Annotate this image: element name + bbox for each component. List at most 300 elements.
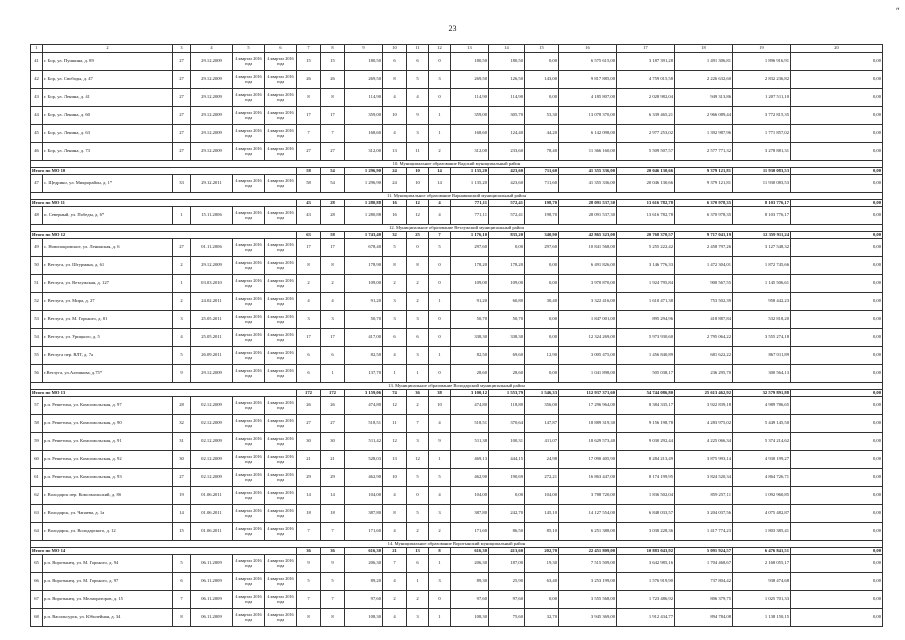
value-c9: 511,42 <box>345 433 383 451</box>
value-c15: 0,00 <box>525 365 559 383</box>
date-cell: 29.12.2009 <box>191 257 233 275</box>
value-c10: 12 <box>383 433 407 451</box>
row-number: 49 <box>31 239 43 257</box>
column-number-cell: 12 <box>429 45 451 53</box>
value-c7: 2 <box>297 275 321 293</box>
table-row <box>31 107 883 125</box>
value-c20: 0,00 <box>791 555 883 573</box>
table-row <box>31 397 883 415</box>
address-cell: р.п. Воротынец, ул. М. Горького, д. 97 <box>43 573 173 591</box>
value-c17: 6 848 033,57 <box>617 505 675 523</box>
value-c17: 3 642 985,16 <box>617 555 675 573</box>
value-c10: 4 <box>383 609 407 627</box>
value-c7: 5 <box>297 573 321 591</box>
doc-number-cell: 27 <box>173 469 191 487</box>
value-c13: 269,50 <box>451 71 489 89</box>
value-c16: 6 491 826,00 <box>559 257 617 275</box>
value-c12: 9 <box>429 433 451 451</box>
value-c19: 5 449 145,50 <box>733 415 791 433</box>
table-body <box>31 45 883 627</box>
value-c8: 26 <box>321 397 345 415</box>
column-number-cell: 7 <box>297 45 321 53</box>
address-cell: г. Бор, ул. Пушкина, д. 89 <box>43 53 173 71</box>
value-c9: 387,80 <box>345 505 383 523</box>
subtotal-value-c10: 74 <box>383 390 407 397</box>
value-c18: 3 875 993,14 <box>675 451 733 469</box>
subtotal-value-c11: 25 <box>407 232 429 239</box>
value-c7: 6 <box>297 365 321 383</box>
subtotal-value-c15: 340,90 <box>525 232 559 239</box>
doc-number-cell: 8 <box>173 609 191 627</box>
value-c20: 0,00 <box>791 329 883 347</box>
value-c19: 532 818,20 <box>733 311 791 329</box>
value-c14: 114,90 <box>489 89 525 107</box>
value-c11: 3 <box>407 311 429 329</box>
value-c19: 1 771 857,02 <box>733 125 791 143</box>
value-c13: 462,90 <box>451 469 489 487</box>
value-c18: 894 784,08 <box>675 609 733 627</box>
planned-start-cell: 4 квартал 2016 года <box>233 505 265 523</box>
address-cell: г.Ветлуга, ул.Алешкова, д.75* <box>43 365 173 383</box>
value-c10: 10 <box>383 107 407 125</box>
value-c16: 3 005 475,00 <box>559 347 617 365</box>
subtotal-value-c8: 36 <box>321 548 345 555</box>
value-c7: 4 <box>297 293 321 311</box>
value-c15: 711,60 <box>525 175 559 193</box>
date-cell: 06.11.2009 <box>191 555 233 573</box>
subtotal-label: Итого по МО 12 <box>31 232 297 239</box>
value-c7: 7 <box>297 591 321 609</box>
planned-end-cell: 4 квартал 2016 года <box>265 555 297 573</box>
row-number: 46 <box>31 143 43 161</box>
value-c18: 900 567,55 <box>675 275 733 293</box>
subtotal-value-c17: 10 883 043,92 <box>617 548 675 555</box>
value-c11: 2 <box>407 275 429 293</box>
address-cell: г. Володарск пер. Комсомольский, д. 8б <box>43 487 173 505</box>
value-c16: 18 629 573,40 <box>559 433 617 451</box>
value-c18: 859 257,11 <box>675 487 733 505</box>
value-c18: 2 577 771,32 <box>675 143 733 161</box>
date-cell: 25.05.2011 <box>191 329 233 347</box>
value-c19: 1 872 745,66 <box>733 257 791 275</box>
subtotal-value-c15: 711,60 <box>525 168 559 175</box>
value-c9: 359,00 <box>345 107 383 125</box>
value-c10: 4 <box>383 573 407 591</box>
value-c13: 171,60 <box>451 523 489 541</box>
value-c14: 423,60 <box>489 175 525 193</box>
doc-number-cell: 27 <box>173 53 191 71</box>
value-c13: 104,00 <box>451 487 489 505</box>
value-c14: 97,60 <box>489 591 525 609</box>
row-number: 56 <box>31 365 43 383</box>
value-c7: 8 <box>297 609 321 627</box>
value-c17: 13 616 782,78 <box>617 207 675 225</box>
value-c15: 0,00 <box>525 591 559 609</box>
value-c9: 1 280,88 <box>345 207 383 225</box>
address-cell: р.п. Решетиха, ул. Комсомольская, д. 92 <box>43 451 173 469</box>
value-c15: 0,00 <box>525 89 559 107</box>
value-c18: 1 392 987,96 <box>675 125 733 143</box>
value-c19: 958 442,23 <box>733 293 791 311</box>
subtotal-value-c12: 4 <box>429 200 451 207</box>
value-c20: 0,00 <box>791 451 883 469</box>
subtotal-value-c20: 0,00 <box>791 168 883 175</box>
value-c15: 297,60 <box>525 239 559 257</box>
value-c11: 12 <box>407 451 429 469</box>
value-c8: 28 <box>321 207 345 225</box>
value-c18: 737 804,42 <box>675 573 733 591</box>
subtotal-value-c14: 413,60 <box>489 548 525 555</box>
table-row <box>31 365 883 383</box>
address-cell: г. Бор, ул. Ленина, д. 73 <box>43 143 173 161</box>
value-c13: 297,60 <box>451 239 489 257</box>
table-row <box>31 469 883 487</box>
doc-number-cell: 28 <box>173 397 191 415</box>
value-c12: 0 <box>429 89 451 107</box>
doc-number-cell: 5 <box>173 347 191 365</box>
value-c12: 1 <box>429 125 451 143</box>
table-row <box>31 293 883 311</box>
value-c8: 17 <box>321 239 345 257</box>
row-number: 53 <box>31 311 43 329</box>
subtotal-value-c19: 6 476 841,51 <box>733 548 791 555</box>
planned-start-cell: 4 квартал 2016 года <box>233 239 265 257</box>
value-c7: 15 <box>297 53 321 71</box>
value-c19: 2 832 236,82 <box>733 71 791 89</box>
value-c16: 12 324 269,00 <box>559 329 617 347</box>
value-c11: 1 <box>407 365 429 383</box>
subtotal-row <box>31 232 883 239</box>
value-c16: 11 366 160,00 <box>559 143 617 161</box>
subtotal-row <box>31 200 883 207</box>
value-c14: 75,60 <box>489 609 525 627</box>
value-c19: 1 092 960,85 <box>733 487 791 505</box>
value-c18: 4 225 066,34 <box>675 433 733 451</box>
subtotal-value-c20: 0,00 <box>791 200 883 207</box>
value-c10: 10 <box>383 469 407 487</box>
value-c15: 104,00 <box>525 487 559 505</box>
value-c16: 3 970 870,00 <box>559 275 617 293</box>
value-c8: 27 <box>321 143 345 161</box>
subtotal-value-c7: 58 <box>297 168 321 175</box>
subtotal-value-c7: 172 <box>297 390 321 397</box>
subtotal-value-c14: 423,60 <box>489 168 525 175</box>
table-row <box>31 487 883 505</box>
value-c20: 0,00 <box>791 487 883 505</box>
value-c17: 3 030 228,36 <box>617 523 675 541</box>
value-c11: 5 <box>407 71 429 89</box>
value-c8: 29 <box>321 469 345 487</box>
value-c17: 1 576 919,90 <box>617 573 675 591</box>
row-number: 67 <box>31 591 43 609</box>
subtotal-value-c18: 25 613 462,92 <box>675 390 733 397</box>
value-c7: 14 <box>297 487 321 505</box>
value-c13: 518,51 <box>451 415 489 433</box>
table-row <box>31 555 883 573</box>
date-cell: 01.06.2011 <box>191 505 233 523</box>
subtotal-value-c13: 771,11 <box>451 200 489 207</box>
value-c14: 305,70 <box>489 107 525 125</box>
value-c20: 0,00 <box>791 523 883 541</box>
value-c11: 12 <box>407 207 429 225</box>
value-c13: 206,30 <box>451 555 489 573</box>
planned-end-cell: 4 квартал 2016 года <box>265 505 297 523</box>
value-c11: 3 <box>407 609 429 627</box>
value-c7: 30 <box>297 433 321 451</box>
value-c16: 1 847 001,00 <box>559 311 617 329</box>
doc-number-cell: 4 <box>173 329 191 347</box>
doc-number-cell: 3 <box>173 311 191 329</box>
value-c8: 8 <box>321 257 345 275</box>
table-row <box>31 523 883 541</box>
planned-end-cell: 4 квартал 2016 года <box>265 207 297 225</box>
subtotal-value-c19: 12 359 911,24 <box>733 232 791 239</box>
value-c8: 5 <box>321 573 345 591</box>
address-cell: г. Бор, ул. Ленина, д. 60 <box>43 107 173 125</box>
column-number-cell: 17 <box>617 45 675 53</box>
value-c12: 0 <box>429 53 451 71</box>
value-c16: 13 078 370,00 <box>559 107 617 125</box>
date-cell: 01.06.2011 <box>191 487 233 505</box>
value-c9: 137,70 <box>345 365 383 383</box>
doc-number-cell: 33 <box>173 175 191 193</box>
planned-start-cell: 4 квартал 2016 года <box>233 107 265 125</box>
value-c14: 187,00 <box>489 555 525 573</box>
address-cell: г. Бор, ул. Ленина, д. 41 <box>43 89 173 107</box>
value-c13: 180,50 <box>451 53 489 71</box>
value-c8: 8 <box>321 609 345 627</box>
value-c7: 8 <box>297 89 321 107</box>
table-row <box>31 175 883 193</box>
address-cell: с. Новопокровское, ул. Ленинская, д. 6 <box>43 239 173 257</box>
value-c11: 5 <box>407 469 429 487</box>
row-number: 57 <box>31 397 43 415</box>
planned-end-cell: 4 квартал 2016 года <box>265 609 297 627</box>
planned-start-cell: 4 квартал 2016 года <box>233 573 265 591</box>
value-c15: 12,90 <box>525 347 559 365</box>
date-cell: 29.12.2009 <box>191 365 233 383</box>
planned-start-cell: 4 квартал 2016 года <box>233 207 265 225</box>
value-c12: 0 <box>429 311 451 329</box>
column-number-header-row <box>31 45 883 53</box>
value-c20: 0,00 <box>791 107 883 125</box>
subtotal-value-c17: 13 616 782,78 <box>617 200 675 207</box>
value-c16: 9 817 885,00 <box>559 71 617 89</box>
value-c18: 1 472 304,01 <box>675 257 733 275</box>
subtotal-value-c17: 54 744 086,80 <box>617 390 675 397</box>
subtotal-value-c12: 14 <box>429 168 451 175</box>
column-number-cell: 15 <box>525 45 559 53</box>
value-c13: 28,60 <box>451 365 489 383</box>
value-c17: 1 912 434,77 <box>617 609 675 627</box>
subtotal-value-c13: 616,30 <box>451 548 489 555</box>
date-cell: 01.06.2011 <box>191 523 233 541</box>
value-c10: 6 <box>383 53 407 71</box>
subtotal-value-c13: 3 100,12 <box>451 390 489 397</box>
value-c12: 3 <box>429 573 451 591</box>
value-c7: 18 <box>297 505 321 523</box>
value-c11: 6 <box>407 53 429 71</box>
table-row <box>31 71 883 89</box>
value-c18: 418 887,84 <box>675 311 733 329</box>
planned-end-cell: 4 квартал 2016 года <box>265 365 297 383</box>
value-c14: 242,70 <box>489 505 525 523</box>
value-c19: 938 474,68 <box>733 573 791 591</box>
value-c12: 4 <box>429 207 451 225</box>
address-cell: г. Ветлуга, ул. Штурмана, д. 61 <box>43 257 173 275</box>
value-c8: 7 <box>321 523 345 541</box>
row-number: 65 <box>31 555 43 573</box>
value-c16: 4 185 807,00 <box>559 89 617 107</box>
value-c13: 82,50 <box>451 347 489 365</box>
subtotal-label: Итого по МО 13 <box>31 390 297 397</box>
planned-end-cell: 4 квартал 2016 года <box>265 107 297 125</box>
planned-start-cell: 4 квартал 2016 года <box>233 365 265 383</box>
value-c9: 474,80 <box>345 397 383 415</box>
subtotal-value-c18: 6 370 978,35 <box>675 200 733 207</box>
date-cell: 29.12.2011 <box>191 175 233 193</box>
value-c9: 180,50 <box>345 53 383 71</box>
planned-start-cell: 4 квартал 2016 года <box>233 175 265 193</box>
subtotal-value-c12: 8 <box>429 548 451 555</box>
address-cell: р.п. Воротынец, ул. М. Горького, д. 94 <box>43 555 173 573</box>
address-cell: г. Володарск, ул. Чапаева, д. 1а <box>43 505 173 523</box>
table-row <box>31 53 883 71</box>
planned-start-cell: 4 квартал 2016 года <box>233 397 265 415</box>
planned-end-cell: 4 квартал 2016 года <box>265 415 297 433</box>
value-c8: 2 <box>321 275 345 293</box>
value-c10: 16 <box>383 207 407 225</box>
value-c20: 0,00 <box>791 125 883 143</box>
value-c11: 10 <box>407 175 429 193</box>
value-c11: 5 <box>407 505 429 523</box>
planned-end-cell: 4 квартал 2016 года <box>265 433 297 451</box>
section-header-row <box>31 161 883 168</box>
section-title: 12. Муниципальное образование Ветлужский муниципальный район <box>31 225 883 232</box>
doc-number-cell: 27 <box>173 143 191 161</box>
value-c17: 1 723 486,92 <box>617 591 675 609</box>
value-c20: 0,00 <box>791 365 883 383</box>
value-c12: 1 <box>429 555 451 573</box>
value-c7: 9 <box>297 555 321 573</box>
doc-number-cell: 27 <box>173 71 191 89</box>
date-cell: 02.12.2009 <box>191 397 233 415</box>
subtotal-value-c13: 1 135,20 <box>451 168 489 175</box>
address-cell: р.п. Васильсурск, ул. Юбилейная, д. 34 <box>43 609 173 627</box>
date-cell: 06.11.2009 <box>191 609 233 627</box>
value-c18: 3 824 520,34 <box>675 469 733 487</box>
value-c13: 359,00 <box>451 107 489 125</box>
subtotal-value-c20: 0,00 <box>791 232 883 239</box>
value-c16: 3 788 720,00 <box>559 487 617 505</box>
value-c8: 17 <box>321 329 345 347</box>
planned-start-cell: 4 квартал 2016 года <box>233 257 265 275</box>
value-c8: 17 <box>321 107 345 125</box>
address-cell: г. Ветлуга пер. ВЛТ, д. 7а <box>43 347 173 365</box>
value-c15: 85,10 <box>525 523 559 541</box>
value-c13: 50,70 <box>451 311 489 329</box>
subtotal-value-c16: 28 091 537,30 <box>559 200 617 207</box>
planned-end-cell: 4 квартал 2016 года <box>265 125 297 143</box>
table-row <box>31 609 883 627</box>
address-cell: р.п. Решетиха, ул. Комсомольская, д. 93 <box>43 469 173 487</box>
value-c18: 236 295,70 <box>675 365 733 383</box>
value-c9: 462,90 <box>345 469 383 487</box>
subtotal-value-c18: 5 091 924,57 <box>675 548 733 555</box>
value-c10: 1 <box>383 365 407 383</box>
value-c10: 3 <box>383 311 407 329</box>
value-c12: 1 <box>429 451 451 469</box>
doc-number-cell: 1 <box>173 275 191 293</box>
date-cell: 06.11.2009 <box>191 573 233 591</box>
planned-start-cell: 4 квартал 2016 года <box>233 329 265 347</box>
value-c12: 3 <box>429 71 451 89</box>
value-c20: 0,00 <box>791 71 883 89</box>
value-c19: 1 025 701,33 <box>733 591 791 609</box>
date-cell: 02.12.2009 <box>191 415 233 433</box>
value-c12: 3 <box>429 505 451 523</box>
value-c19: 4 864 726,71 <box>733 469 791 487</box>
planned-start-cell: 4 квартал 2016 года <box>233 53 265 71</box>
row-number: 63 <box>31 505 43 523</box>
value-c17: 6 339 465,21 <box>617 107 675 125</box>
value-c20: 0,00 <box>791 505 883 523</box>
value-c14: 178,20 <box>489 257 525 275</box>
doc-number-cell: 31 <box>173 433 191 451</box>
value-c19: 3 772 815,35 <box>733 107 791 125</box>
value-c9: 1 296,90 <box>345 175 383 193</box>
column-number-cell: 10 <box>383 45 407 53</box>
column-number-cell: 6 <box>265 45 297 53</box>
value-c9: 50,70 <box>345 311 383 329</box>
value-c12: 10 <box>429 397 451 415</box>
planned-end-cell: 4 квартал 2016 года <box>265 53 297 71</box>
value-c11: 3 <box>407 347 429 365</box>
value-c19: 3 278 881,31 <box>733 143 791 161</box>
value-c16: 6 142 098,00 <box>559 125 617 143</box>
value-c18: 1 491 306,81 <box>675 53 733 71</box>
value-c15: 0,00 <box>525 53 559 71</box>
value-c7: 29 <box>297 469 321 487</box>
value-c19: 5 374 214,62 <box>733 433 791 451</box>
subtotal-value-c9: 616,30 <box>345 548 383 555</box>
table-row <box>31 433 883 451</box>
value-c8: 15 <box>321 53 345 71</box>
table-row <box>31 239 883 257</box>
value-c19: 11 930 083,53 <box>733 175 791 193</box>
value-c20: 0,00 <box>791 239 883 257</box>
subtotal-value-c8: 54 <box>321 168 345 175</box>
value-c8: 3 <box>321 311 345 329</box>
subtotal-label: Итого по МО 14 <box>31 548 297 555</box>
value-c16: 6 251 388,00 <box>559 523 617 541</box>
value-c17: 1 924 795,84 <box>617 275 675 293</box>
value-c14: 338,30 <box>489 329 525 347</box>
row-number: 43 <box>31 89 43 107</box>
value-c13: 474,80 <box>451 397 489 415</box>
date-cell: 29.12.2009 <box>191 107 233 125</box>
value-c7: 43 <box>297 207 321 225</box>
value-c17: 1 610 471,38 <box>617 293 675 311</box>
subtotal-value-c7: 63 <box>297 232 321 239</box>
value-c10: 4 <box>383 125 407 143</box>
value-c19: 1 207 511,10 <box>733 89 791 107</box>
column-number-cell: 14 <box>489 45 525 53</box>
value-c7: 17 <box>297 329 321 347</box>
value-c11: 4 <box>407 89 429 107</box>
value-c10: 2 <box>383 591 407 609</box>
value-c13: 91,20 <box>451 293 489 311</box>
